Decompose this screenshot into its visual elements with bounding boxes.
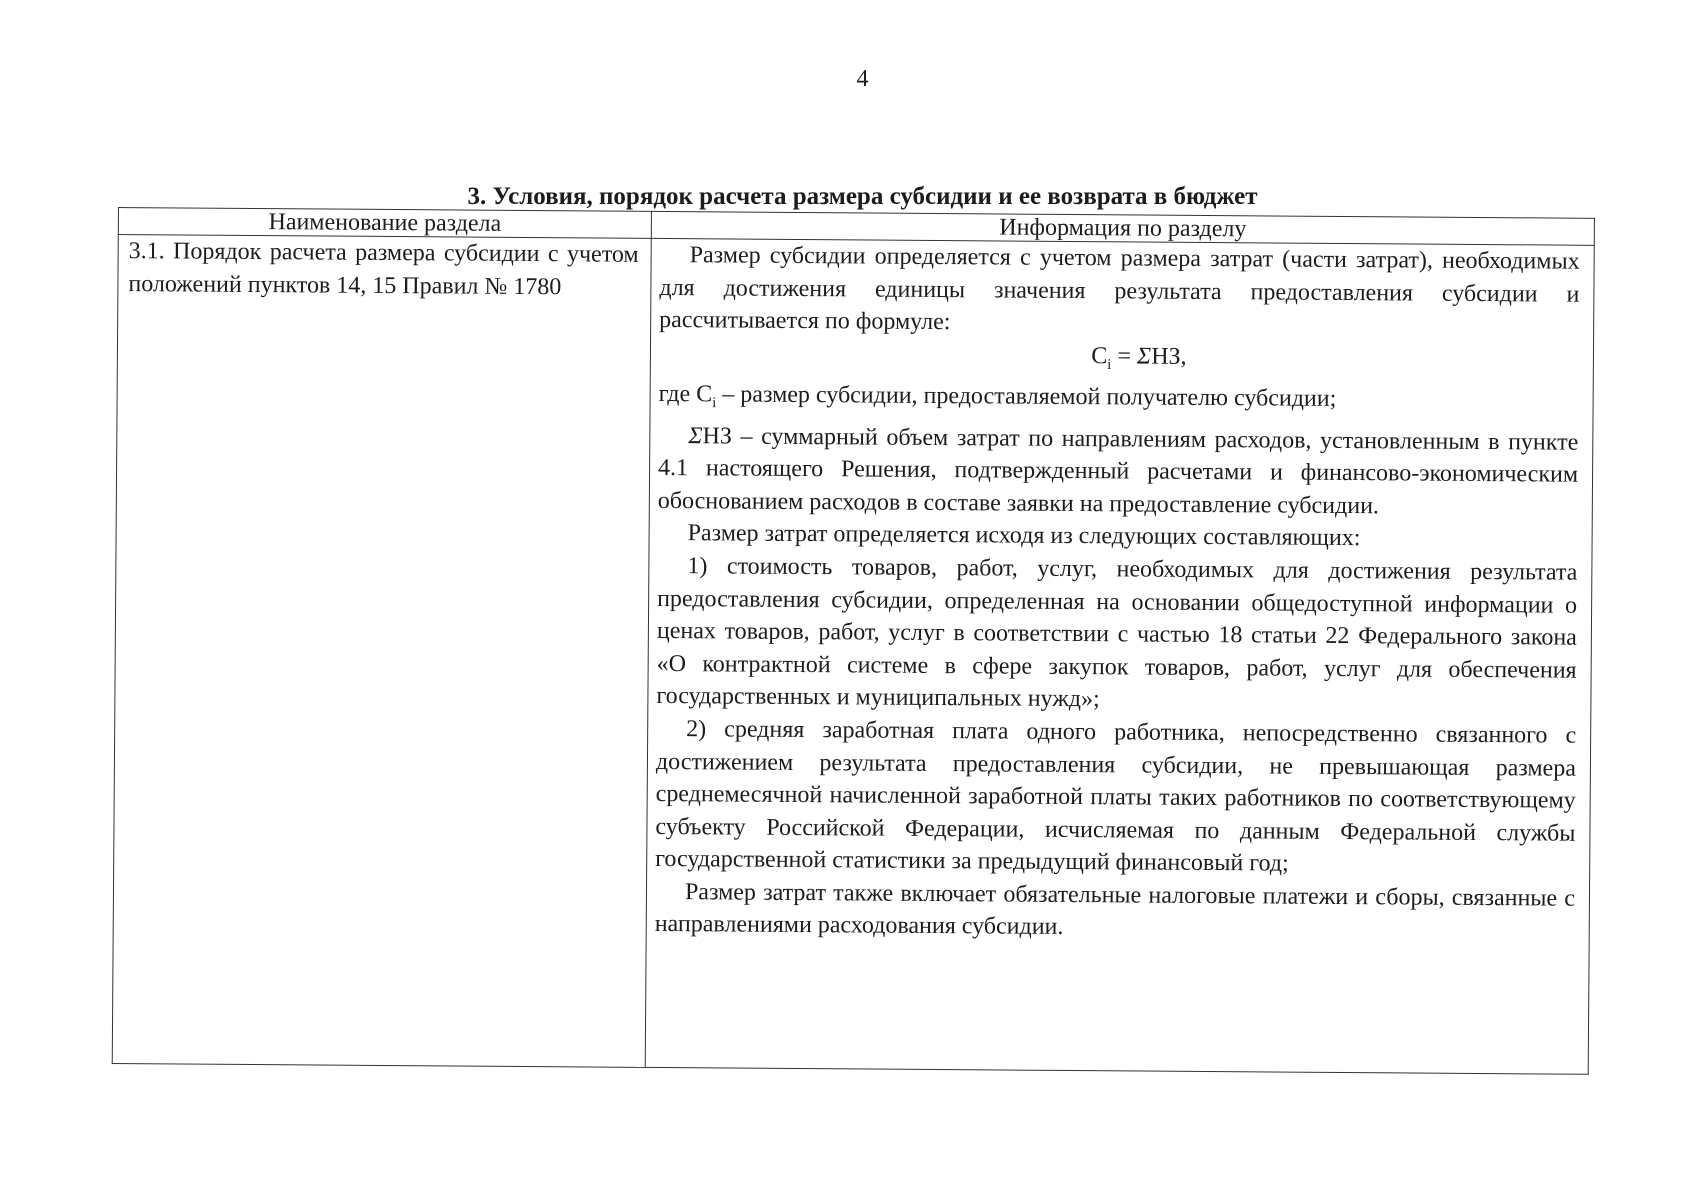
sigma-definition-symbol: Σ (688, 422, 703, 449)
closing-paragraph: Размер затрат также включает обязательные налоговые платежи и сборы, связанные с направлениями расходования субсидии. (654, 879, 1576, 941)
item-1-paragraph: 1) стоимость товаров, работ, услуг, необходимых для достижения результата предоставления субсидии, определенная на основании общедоступной информации о ценах товаров, работ, услуг в соответствии с частью 18 статьи 22 Федерального закона «О контрактной системе в сфере закупок товаров, работ, услуг для обеспечения государственных и муниципальных нужд»; (656, 553, 1578, 713)
formula-term: НЗ, (1151, 343, 1187, 370)
section-name-cell (112, 235, 651, 1068)
table-row (112, 235, 1594, 1075)
where-subscript: i (712, 395, 717, 412)
section-info-cell (645, 238, 1594, 1074)
where-prefix: где C (658, 381, 713, 408)
formula-equals: = (1111, 343, 1138, 370)
where-text: – размер субсидии, предоставляемой получателю субсидии; (716, 381, 1337, 413)
header-section-info: Информация по разделу (651, 211, 1594, 245)
formula-subscript: i (1107, 356, 1112, 373)
where-paragraph (658, 378, 1578, 426)
formula-symbol: C (1091, 342, 1108, 370)
section-title: 3. Условия, порядок расчета размера субсидии и ее возврата в бюджет (467, 183, 1258, 210)
sigma-definition-text: НЗ – суммарный объем затрат по направлениям расходов, установленным в пункте 4.1 настоящего Решения, подтвержденный расчетами и финансово-экономическим обоснованием расходов в составе заявки на предоставление субсидии. (657, 422, 1579, 520)
header-section-name: Наименование раздела (118, 208, 651, 239)
page-number: 4 (856, 66, 869, 92)
conditions-table (112, 207, 1595, 1075)
item-2-paragraph: 2) средняя заработная плата одного работника, непосредственно связанного с достижением результата предоставления субсидии, не превышающая размера среднемесячной начисленной заработной платы таких работников по соответствующему субъекту Российской Федерации, исчисляемая по данным Федеральной службы государственной статистики за предыдущий финансовый год; (655, 716, 1577, 877)
components-intro-paragraph: Размер затрат определяется исходя из следующих составляющих: (687, 520, 1361, 552)
intro-paragraph: Размер субсидии определяется с учетом размера затрат (части затрат), необходимых для достижения единицы значения результата предоставления субсидии и рассчитывается по формуле: (659, 242, 1580, 336)
subsidy-formula (659, 337, 1579, 385)
section-name-text: 3.1. Порядок расчета размера субсидии с учетом положений пунктов 14, 15 Правил № 1780 (128, 238, 639, 300)
sigma-symbol: Σ (1136, 343, 1152, 370)
sigma-definition-paragraph (658, 420, 1579, 525)
